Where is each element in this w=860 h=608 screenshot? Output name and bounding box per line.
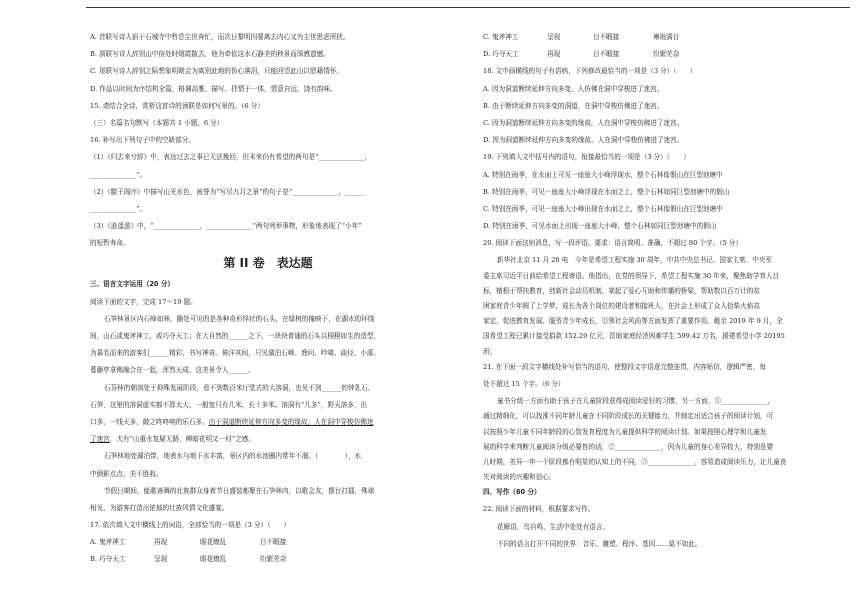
q16: 16. 补写出下列句子中的空缺部分。 [90, 136, 195, 145]
q16-2-cont: ______________”。 [90, 204, 147, 213]
option-word: 呈现 [547, 33, 561, 41]
q21-passage-line: 失对阅读的兴趣和信心。 [483, 473, 556, 482]
q22-material-line: 不同的语言打开不同的世界：音乐、雕塑、程序、基因……莫不如此。 [497, 539, 702, 548]
news-line: 所。 [483, 347, 497, 356]
passage-line-underlined: 口多，一线天多，敲之咚咚响的乐石多。由于洞道断续延伸方向多变的缘故，人在洞中穿梭仿佛迷 [90, 417, 374, 426]
q18-option-d: D. 因为洞道断续延伸方向多变的缘故，人在洞中穿梭仿佛进了迷宫。 [483, 136, 684, 145]
option-word: 再现 [547, 50, 561, 59]
news-line: 家定，促进教育发展、服务青少年成长，引领社会风尚等方面发挥了重要作用。截至 2019 年 9 月，全 [483, 317, 783, 326]
passage-line: 中倒影点点，美不胜收。 [90, 469, 163, 478]
option-word: 眼花缭乱 [200, 538, 227, 547]
passage-line: 节假日期间，能歌善舞的壮族群众身着节日盛装都聚在石笋林内，以歌会友，摆台打擂，殊球 [104, 486, 375, 495]
q17-option-a [90, 538, 446, 549]
option-word: D. 巧夺天工 [483, 50, 519, 59]
q16-1: （1）《归去来兮辞》中，表达过去之事已无法挽回，但未来仍有希望的两句是“______________， [90, 153, 372, 162]
q18-option-c: C. 因为洞道断续延伸方向多变的缘故，人在洞中穿梭仿佛进了迷宫。 [483, 118, 684, 127]
section-3-heading: 三、语言文字运用（20 分） [90, 280, 175, 289]
option-word: 目不暇接 [593, 50, 620, 59]
option-word: 目不暇接 [260, 538, 287, 547]
q19-option-a: A. 特别在雨季，在水面上可见一座座大小峰浮现水，整个石林像假山在巨型池塘中 [483, 170, 723, 179]
section-4-heading: 四、写作（60 分） [483, 488, 541, 497]
q14-option-a: A. 首联写诗人宿于石城寺中暂息尘世奔忙，而次日黎明因要离去内心又为尘世思虑所扰。 [90, 33, 350, 41]
q16-3-cont: 的短暂寿命。 [90, 239, 130, 248]
q19-option-b: B. 特别在雨季，可见一座座大小峰浮现在水面之上，整个石林如同巨型池塘中的假山 [483, 187, 730, 196]
passage-line: 为慕名而来的游客们______精彩，书写神奇。倚洋其间，只见湖泊石峰、渔问、吟啸、曲径、小溪、 [90, 349, 381, 358]
left-column [90, 33, 446, 573]
passage-line: 石笋林景区内石峰如林，随处可见的是各种奇形怪状的石头，在绿树的掩映下，在湖水的环绕 [104, 314, 375, 323]
section-3-famous-lines-heading: （三）名篇名句默写（本题共 1 小题，6 分） [90, 118, 224, 127]
q16-1-cont: ______________”。 [90, 170, 147, 179]
option-word: 纷繁芜杂 [260, 555, 287, 564]
q22-material-line: 花解语，鸟自鸣，生活中处处有语言。 [497, 522, 610, 531]
q19-option-c: C. 特别在雨季，可见一座座大小峰出现在水面之上，整个石林像假山在巨型池塘中 [483, 204, 723, 213]
option-word: 再现 [154, 538, 168, 547]
q21-passage-line: 童书分级一方面有助于孩子在儿童阶段获得成阅读爱好的习惯，另一方面，①______________， [497, 397, 774, 406]
passage-line: 石笋，这里的溶洞虚实都不算太大，一般宽只有几米，长十多米。溶洞有“几多”，野天溶多，出 [90, 400, 368, 409]
option-word: A. 鬼斧神工 [90, 538, 126, 547]
q17-option-c [483, 33, 848, 44]
news-line: 标，植根于帮扶教育，创新社会动员机制，架起了爱心互助和传播的桥梁，帮助数以百万计的贫 [483, 286, 760, 295]
q19-option-d: D. 特别在雨季，可见水面上出现一座座大小峰，整个石林如同巨型池塘中的假山 [483, 222, 717, 231]
q18-option-a: A. 因为洞道断续延伸方向多变，人仿佛在洞中穿梭进了迷宫。 [483, 84, 664, 93]
q16-2: （2）《滕王阁序》中描写山光水色，被誉为“写尽九月之景”的句子是“______________，______ [90, 187, 365, 196]
option-word: C. 鬼斧神工 [483, 33, 519, 41]
passage-line: 蔓藤亭拿佛融合在一起，浑然天成，这美景令人______。 [90, 366, 255, 375]
news-line: 委主席习近平日前给希望工程寄语。他指出，在党的领导下，希望工程实施 30 年来，聚焦助学育人目 [483, 271, 780, 280]
passage-line: 石芬林的朝溶处于抑殊发展阶段，看不到数百米厅堂式的大溶洞，也见不到______的钟乳石、 [104, 383, 375, 392]
passage-line: 石笋林地处湖泊带，地表水与地下水丰富，景区内的水池圈内常年不涸。（ ），水 [104, 452, 362, 461]
news-line: 困家庭青少年圆了上学梦，成长为各个岗位的建设者和接班人，在社会上形成了众人拾柴火焰高 [483, 302, 760, 310]
q21-passage-line: 通过精细化，可以找准不同年龄儿童在不同阶段成长的关键能力，并制定出适合孩子的阅读计划，可 [483, 412, 774, 421]
news-line: 国希望工程已累计接受捐款 152.29 亿元，资助家庭经济困难学生 599.42 万名，援建希望小学 20195 [483, 332, 785, 341]
passage-intro: 阅读下面的文字，完成 17～19 题。 [90, 297, 197, 306]
q21-cont: 处不超过 15 个字。（6 分） [483, 379, 565, 388]
q17: 17. 依次填入文中横线上的词语，全部恰当的一项是（3 分）（ ） [90, 521, 291, 530]
news-line: 新华社北京 11 月 20 电 今年是希望工程实施 30 周年，中共中央总书记、国家主席、中央军 [497, 256, 773, 265]
q14-option-d: D. 作品以时间为序结构全篇，格调高雅，描写、抒情于一体，情意自远，饶有韵味。 [90, 84, 337, 93]
q19: 19. 下列填入文中括号内的语句，衔接最恰当的一项是（3 分）（ ） [483, 153, 690, 162]
q18-option-b: B. 由于断续延伸方向多变的洞道，在洞中穿梭仿佛进了迷宫。 [483, 101, 664, 110]
option-word: 呈现 [154, 555, 168, 564]
q17-option-d [483, 50, 848, 61]
option-word: 纷繁芜杂 [653, 50, 680, 59]
q15: 15. 请结合全诗，赏析这首诗的颈联是如何写景的。（6 分） [90, 101, 264, 110]
q21-passage-line: 展的科学来判断儿童阅读分级必要性的话，②______________，因为儿童的身心差异较大，特别是婴 [483, 442, 774, 451]
option-word: 目不暇接 [593, 33, 620, 41]
option-word: 琳琅满目 [653, 33, 680, 41]
header-rule [86, 7, 850, 8]
q16-3: （3）《逍遥游》中，“______________，______________”两句列举事物，形象地表现了“小年” [90, 222, 362, 231]
q14-option-b: B. 颔联写诗人辞别山中宿处时烟霞散去，他为牵依这水石静美的秋景而深感遗憾。 [90, 50, 330, 59]
q20: 20. 阅读下面这则消息，写一段评语。要求：语言简明、准确，不超过 80 个字。（5 分） [483, 239, 742, 248]
right-column [483, 33, 848, 557]
q21-passage-line: 儿时期，差异一年一个阶段都有明显的认知上的不同，③______________，容易造成阅读压力，让儿童丧 [483, 457, 787, 466]
q18: 18. 文中画横线的句子有语病，下列修改最恰当的一项是（3 分）（ ） [483, 67, 697, 76]
section-title: 第 II 卷 表达题 [223, 256, 313, 271]
option-word: 眼花缭乱 [200, 555, 227, 564]
passage-line: 间，山石或鬼斧神工，或巧夺天工；在大自然的______之下，一块块普通的石头以栩栩如生的造型， [90, 332, 381, 340]
option-word: B. 巧夺天工 [90, 555, 126, 564]
q22: 22. 阅读下面的材料，根据要求写作。 [483, 505, 595, 514]
passage-line-underlined: 了迷宫，犬有“山重水复疑无路，柳暗花明又一村”之感。 [90, 435, 255, 444]
q21-passage-line: 以按照少年儿童不同年龄段的心智发育程度为儿童提供科学的阅读计划。如果按照心理学和儿童发 [483, 427, 767, 436]
q14-option-c: C. 尾联写诗人辞别之际想象明朝会为离别此地的伤心落泪，只能回望此山以慰藉情怀。 [90, 67, 343, 76]
q21: 21. 在下面一段文字横线处补写恰当的语句，使整段文字语意完整连贯，内容贴切，逻辑严密，每 [483, 362, 766, 371]
q17-option-b [90, 555, 446, 566]
passage-line: 相见，为游客打造出浓郁的壮族风情文化盛宴。 [90, 503, 229, 512]
